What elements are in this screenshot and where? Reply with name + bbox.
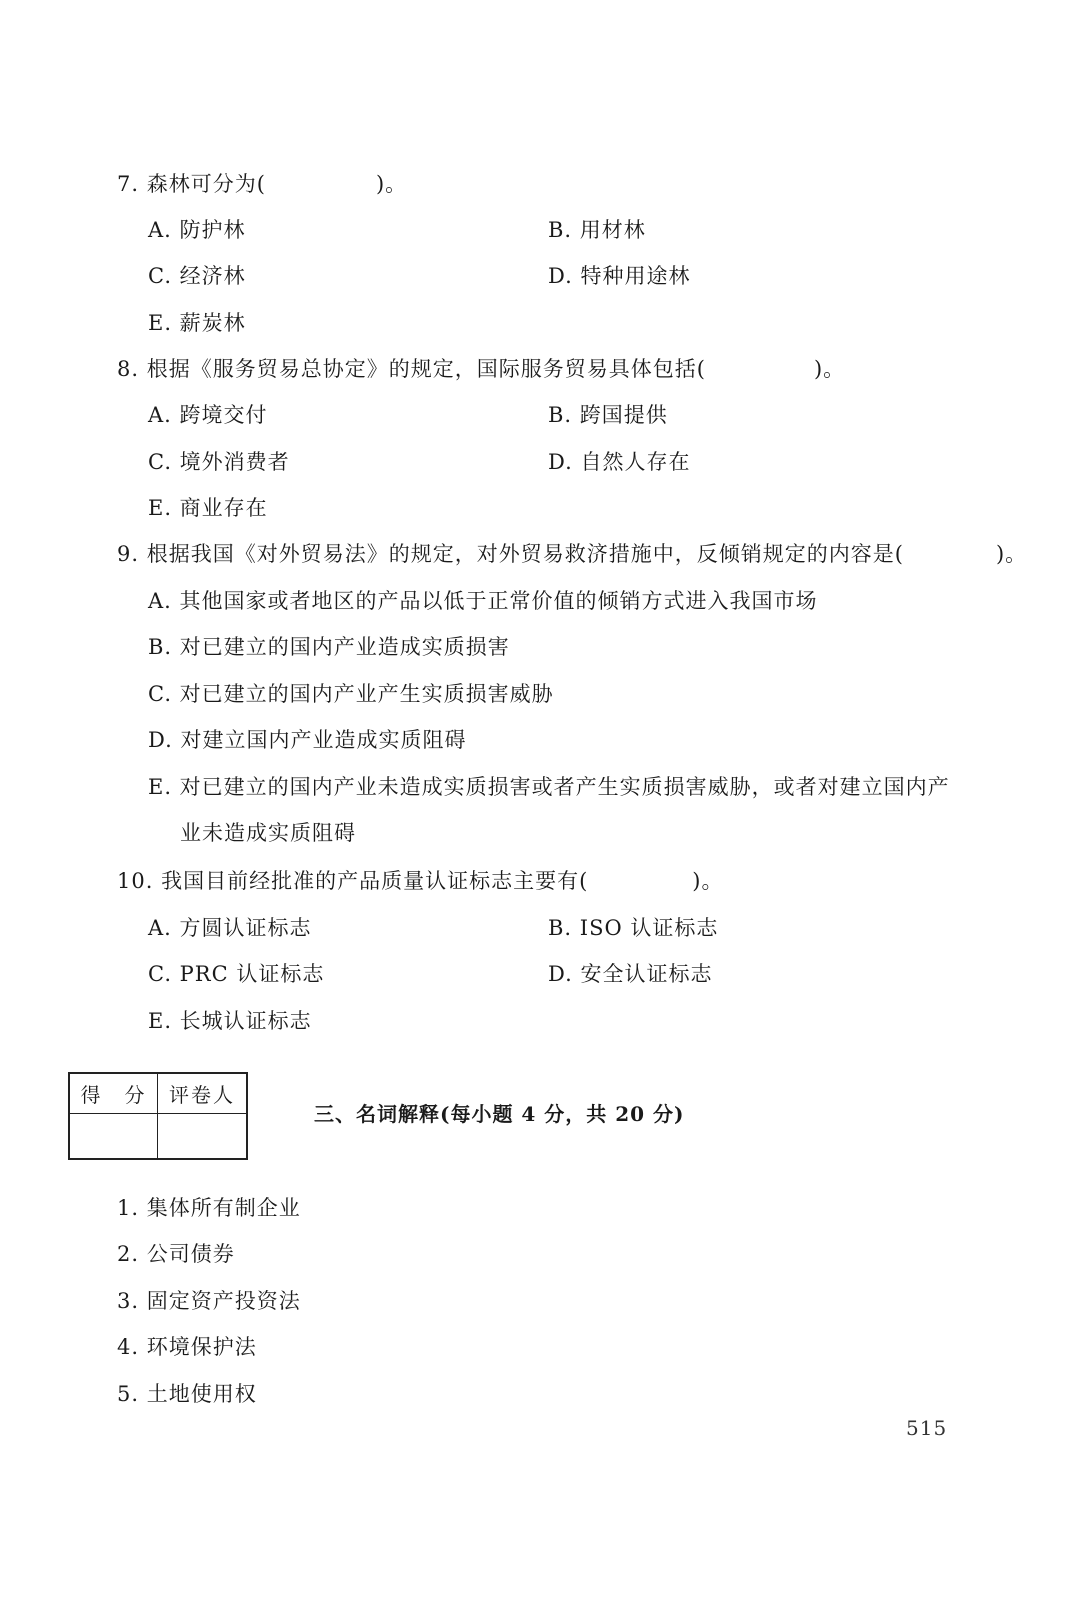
term-item-1: 1. 集体所有制企业: [117, 1196, 301, 1220]
score-cell: [70, 1114, 158, 1158]
question-end: )。: [995, 542, 1028, 566]
grader-header: 评卷人: [158, 1074, 246, 1114]
question-7-stem: [117, 170, 407, 198]
option-10-e: E. 长城认证标志: [148, 1009, 312, 1033]
option-8-b: B. 跨国提供: [548, 403, 668, 427]
option-9-e: E. 对已建立的国内产业未造成实质损害或者产生实质损害威胁，或者对建立国内产: [148, 775, 950, 799]
question-text: 根据我国《对外贸易法》的规定，对外贸易救济措施中，反倾销规定的内容是(: [146, 542, 904, 566]
question-end: )。: [692, 869, 724, 893]
option-8-a: A. 跨境交付: [148, 403, 268, 427]
question-number: 9.: [117, 542, 140, 566]
option-9-c: C. 对已建立的国内产业产生实质损害威胁: [148, 682, 554, 706]
question-10-stem: [117, 867, 724, 895]
option-9-e-continued: 业未造成实质阻碍: [180, 821, 356, 845]
score-table: [68, 1072, 248, 1160]
score-header: 得 分: [70, 1074, 158, 1114]
question-9-stem: [117, 540, 1027, 568]
question-text: 我国目前经批准的产品质量认证标志主要有(: [161, 869, 589, 893]
option-7-c: C. 经济林: [148, 264, 246, 288]
section-title: 三、名词解释(每小题 4 分，共 20 分): [314, 1102, 685, 1126]
grader-cell: [158, 1114, 246, 1158]
question-text: 森林可分为(: [146, 172, 266, 196]
term-item-4: 4. 环境保护法: [117, 1335, 257, 1359]
term-item-2: 2. 公司债券: [117, 1242, 235, 1266]
question-number: 7.: [117, 172, 140, 196]
option-8-c: C. 境外消费者: [148, 450, 290, 474]
option-8-d: D. 自然人存在: [548, 450, 691, 474]
option-10-c: C. PRC 认证标志: [148, 962, 325, 986]
option-8-e: E. 商业存在: [148, 496, 268, 520]
term-item-5: 5. 土地使用权: [117, 1382, 257, 1406]
page-number: 515: [906, 1416, 948, 1440]
term-item-3: 3. 固定资产投资法: [117, 1289, 301, 1313]
option-7-b: B. 用材林: [548, 218, 646, 242]
option-9-d: D. 对建立国内产业造成实质阻碍: [148, 728, 467, 752]
option-10-a: A. 方圆认证标志: [148, 916, 312, 940]
option-10-d: D. 安全认证标志: [548, 962, 713, 986]
question-8-stem: [117, 355, 845, 383]
option-7-e: E. 薪炭林: [148, 311, 246, 335]
option-7-a: A. 防护林: [148, 218, 246, 242]
option-10-b: B. ISO 认证标志: [548, 916, 719, 940]
question-text: 根据《服务贸易总协定》的规定，国际服务贸易具体包括(: [146, 357, 706, 381]
question-end: )。: [375, 172, 408, 196]
option-7-d: D. 特种用途林: [548, 264, 691, 288]
option-9-b: B. 对已建立的国内产业造成实质损害: [148, 635, 510, 659]
question-number: 10.: [117, 869, 154, 893]
question-end: )。: [813, 357, 846, 381]
option-9-a: A. 其他国家或者地区的产品以低于正常价值的倾销方式进入我国市场: [148, 589, 818, 613]
question-number: 8.: [117, 357, 140, 381]
